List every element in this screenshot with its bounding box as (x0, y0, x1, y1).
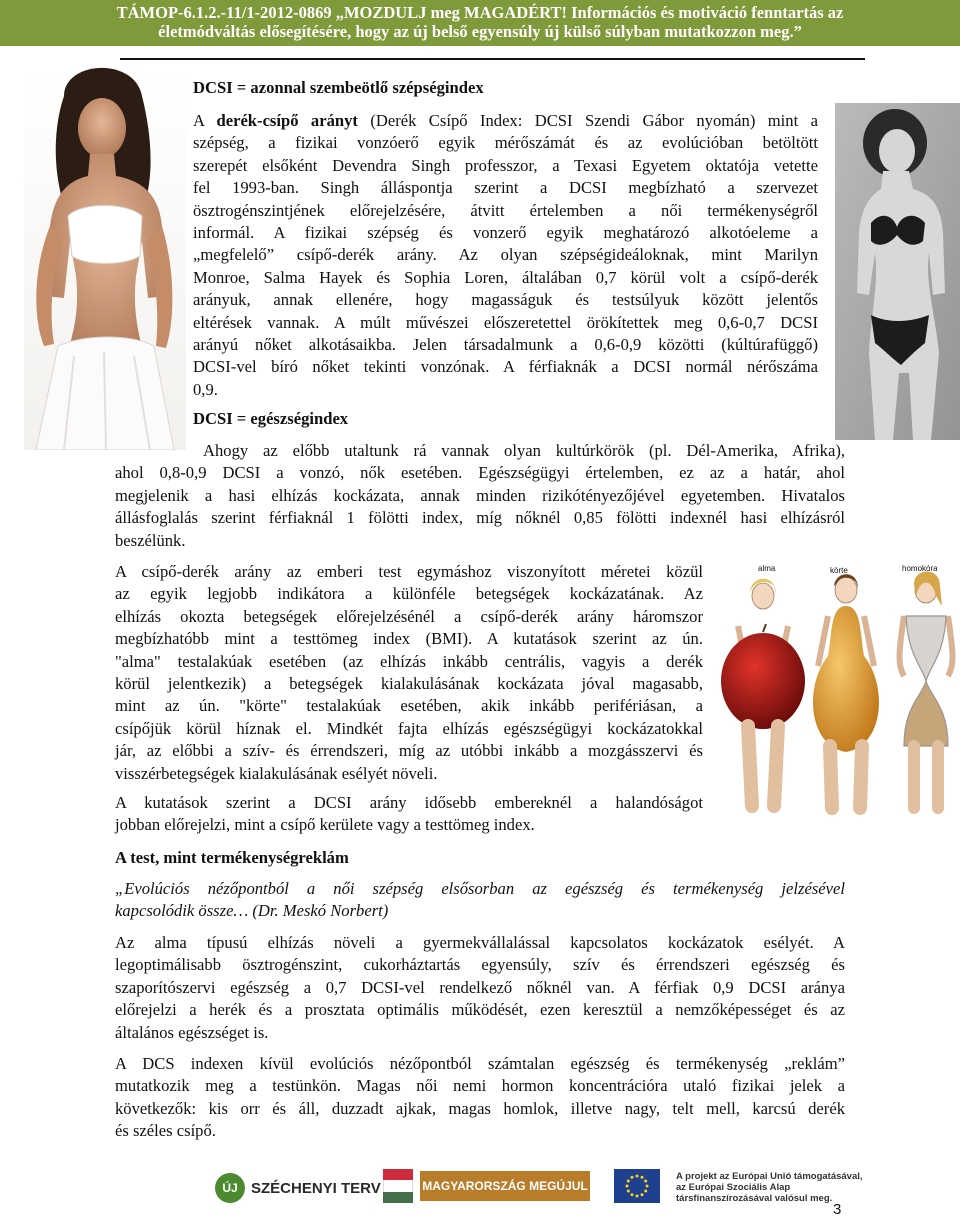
eu-line: A projekt az Európai Unió támogatásával, (676, 1171, 863, 1182)
label-pear: körte (830, 566, 848, 575)
paragraph-line: Monroe, Salma Hayek és Sophia Loren, általában 0,7 körül volt a csípő-derék (193, 267, 818, 287)
paragraph-line: fel 1993-ban. Singh álláspontja szerint a DCSI megbízható a szervezet (193, 178, 818, 198)
photo-salma-hayek (24, 66, 186, 450)
paragraph-line: következők: kis orr és áll, duzzadt ajkak, magas homlok, illetve nagy, telt mell, karcsú derék (115, 1098, 845, 1118)
paragraph-line: körül jelentkezik) a betegségek kialakulásának kockázata jóval magasabb, (115, 674, 703, 694)
eu-line: társfinanszírozásával valósul meg. (676, 1193, 833, 1204)
heading-dcsi-health: DCSI = egészségindex (193, 409, 349, 428)
paragraph-line: arányuk, annak ellenére, hogy magasságuk és testsúlyuk között jelentős (193, 290, 818, 310)
paragraph-line: ahol 0,8-0,9 DCSI a vonzó, nők esetében. Egészségügyi értelemben, ez az a határ, ahol (115, 463, 845, 483)
heading-dcsi-beauty: DCSI = azonnal szembeötlő szépségindex (193, 78, 484, 97)
paragraph-waist-hip (115, 561, 703, 785)
paragraph-line: Az alma típusú elhízás növeli a gyermekvállalással kapcsolatos kockázatok esélyét. A (115, 933, 845, 952)
paragraph-line: A DCS indexen kívül evolúciós nézőpontból számtalan egészség és termékenység „reklám” (115, 1054, 845, 1073)
paragraph-line: informál. A fizikai szépség és vonzerő egyik meghatározó alkotóeleme a (193, 223, 818, 243)
paragraph-line: "alma" testalakúak esetében (az elhízás inkább centrális, vagyis a derék (115, 651, 703, 671)
paragraph-line: arányú nőket alkotásaikba. Jelen társadalmunk a 0,6-0,9 közötti (kúltúrafüggő) (193, 335, 818, 355)
text-span: A (193, 111, 205, 130)
paragraph-line: legoptimálisabb ösztrogénszint, cukorháztartás egyensúly, szív és érrendszeri egészség és (115, 955, 845, 975)
paragraph-line: 0,9. (193, 379, 218, 399)
quote-line: kapcsolódik össze… (Dr. Meskó Norbert) (115, 901, 389, 921)
header-divider (120, 58, 865, 60)
pear-shape-figure (813, 574, 879, 808)
paragraph-line: jobban előrejelzi, mint a csípő kerülete vagy a testtömeg index. (115, 815, 535, 835)
paragraph-mortality (115, 792, 703, 837)
page-number: 3 (833, 1201, 842, 1218)
quote-line: „Evolúciós nézőpontból a női szépség elsősorban az egészség és termékenység jelzésével (115, 879, 845, 898)
quote-mesko (115, 878, 845, 923)
paragraph-line: beszélünk. (115, 530, 186, 550)
paragraph-line: általános egészséget is. (115, 1022, 269, 1042)
hourglass-shape-figure (900, 572, 953, 809)
paragraph-line: szaporítószervi egészség a 0,7 DCSI-vel rendelkező nőknél van. A férfiak 0,9 DCSI aránya (115, 977, 845, 997)
paragraph-line: eltérések vannak. A múlt művészei előszeretettel örökítettek meg 0,6-0,7 DCSI (193, 312, 818, 332)
szechenyi-badge-icon: ÚJ (215, 1173, 245, 1203)
paragraph-line: előrejelzi a herék és a prosztata optimális működését, ezen keresztül a nemzőképességet és az (115, 1000, 845, 1020)
header-banner (0, 0, 960, 46)
paragraph-line: A csípő-derék arány az emberi test egymáshoz viszonyított méretei közül (115, 562, 703, 581)
text-span: (Derék Csípő Index: DCSI Szendi Gábor nyomán) mint a (370, 111, 818, 130)
bold-term: derék-csípő arányt (216, 111, 358, 130)
paragraph-line (193, 110, 818, 132)
szechenyi-terv-logo (215, 1171, 381, 1205)
paragraph-line: az egyik legjobb indikátora a különféle betegségek kockázatának. Az (115, 584, 703, 604)
heading-fertility-ad: A test, mint termékenységreklám (115, 848, 349, 867)
szechenyi-terv-text: SZÉCHENYI TERV (251, 1179, 381, 1197)
header-line-1: TÁMOP-6.1.2.-11/1-2012-0869 „MOZDULJ meg MAGADÉRT! Információs és motiváció fenntartás az (116, 3, 844, 22)
paragraph-line: állásfoglalás szerint férfiaknál 1 fölötti index, míg nőknél 0,85 fölötti indexnél hasi elhízásról (115, 508, 845, 528)
magyarorszag-megujul-logo: MAGYARORSZÁG MEGÚJUL (420, 1171, 590, 1201)
header-line-2: életmódváltás elősegítésére, hogy az új belső egyensúly új külső súlyban mutatkozzon meg.” (158, 22, 802, 41)
paragraph-line: visszérbetegségek kialakulásának esélyét növeli. (115, 763, 438, 783)
photo-sophia-loren (835, 103, 960, 440)
paragraph-line: szépség, a fizikai vonzóerő egyik mérőszámát és az evolúcióban betöltött (193, 133, 818, 153)
eu-flag-icon (614, 1169, 660, 1203)
paragraph-line: A kutatások szerint a DCSI arány idősebb embereknél a halandóságot (115, 793, 703, 812)
label-apple: alma (758, 564, 776, 573)
paragraph-line: jár, az előbbi a szív- és érrendszeri, míg az utóbbi inkább a mozgásszervi és (115, 741, 703, 761)
paragraph-line: ösztrogénszintjének előrejelzésére, átvitt értelemben a női termékenységről (193, 200, 818, 220)
eu-line: az Európai Szociális Alap (676, 1182, 791, 1193)
hungarian-flag-icon (383, 1169, 413, 1203)
paragraph-dcsi-beauty (193, 110, 818, 401)
paragraph-dcsi-health (115, 440, 845, 552)
paragraph-line: mint az ún. "körte" testalakúak esetében, akik inkább perifériásan, a (115, 696, 703, 716)
paragraph-line: szerepét elsőként Devendra Singh professzor, a Texasi Egyetem oktatója vetette (193, 155, 818, 175)
paragraph-line: mutatkozik meg a testünkön. Magas női nemi hormon koncentrációra utaló fizikai jelek a (115, 1076, 845, 1096)
paragraph-line: DCSI-vel bíró nőket tekinti vonzónak. A férfiaknák a DCSI normál nérőszáma (193, 357, 818, 377)
paragraph-fertility-signs (115, 1053, 845, 1143)
paragraph-apple-obesity (115, 932, 845, 1044)
label-hourglass: homokóra (902, 564, 938, 573)
paragraph-line: megbízhatóbb mint a testtömeg index (BMI). A kutatások szerint az ún. (115, 629, 703, 649)
paragraph-line: Ahogy az előbb utaltunk rá vannak olyan kultúrkörök (pl. Dél-Amerika, Afrika), (203, 441, 845, 460)
paragraph-line: „megfelelő” csípő-derék arány. Az olyan szépségideáloknak, mint Marilyn (193, 245, 818, 265)
paragraph-line: megjelenik a hasi elhízás kockázata, annak minden rizikótényezőjével egyetemben. Hivatalos (115, 485, 845, 505)
paragraph-line: és széles csípő. (115, 1121, 216, 1141)
apple-shape-figure (721, 579, 805, 806)
footer-logos (0, 1163, 960, 1221)
paragraph-line: csípőjük körül híznak el. Mindkét fajta elhízás egészségügyi kockázatokkal (115, 718, 703, 738)
eu-funding-text (676, 1171, 863, 1204)
body-shapes-figure (718, 556, 960, 820)
paragraph-line: elhízás okozta betegségek előrejelzésénél a csípő-derék arány háromszor (115, 606, 703, 626)
